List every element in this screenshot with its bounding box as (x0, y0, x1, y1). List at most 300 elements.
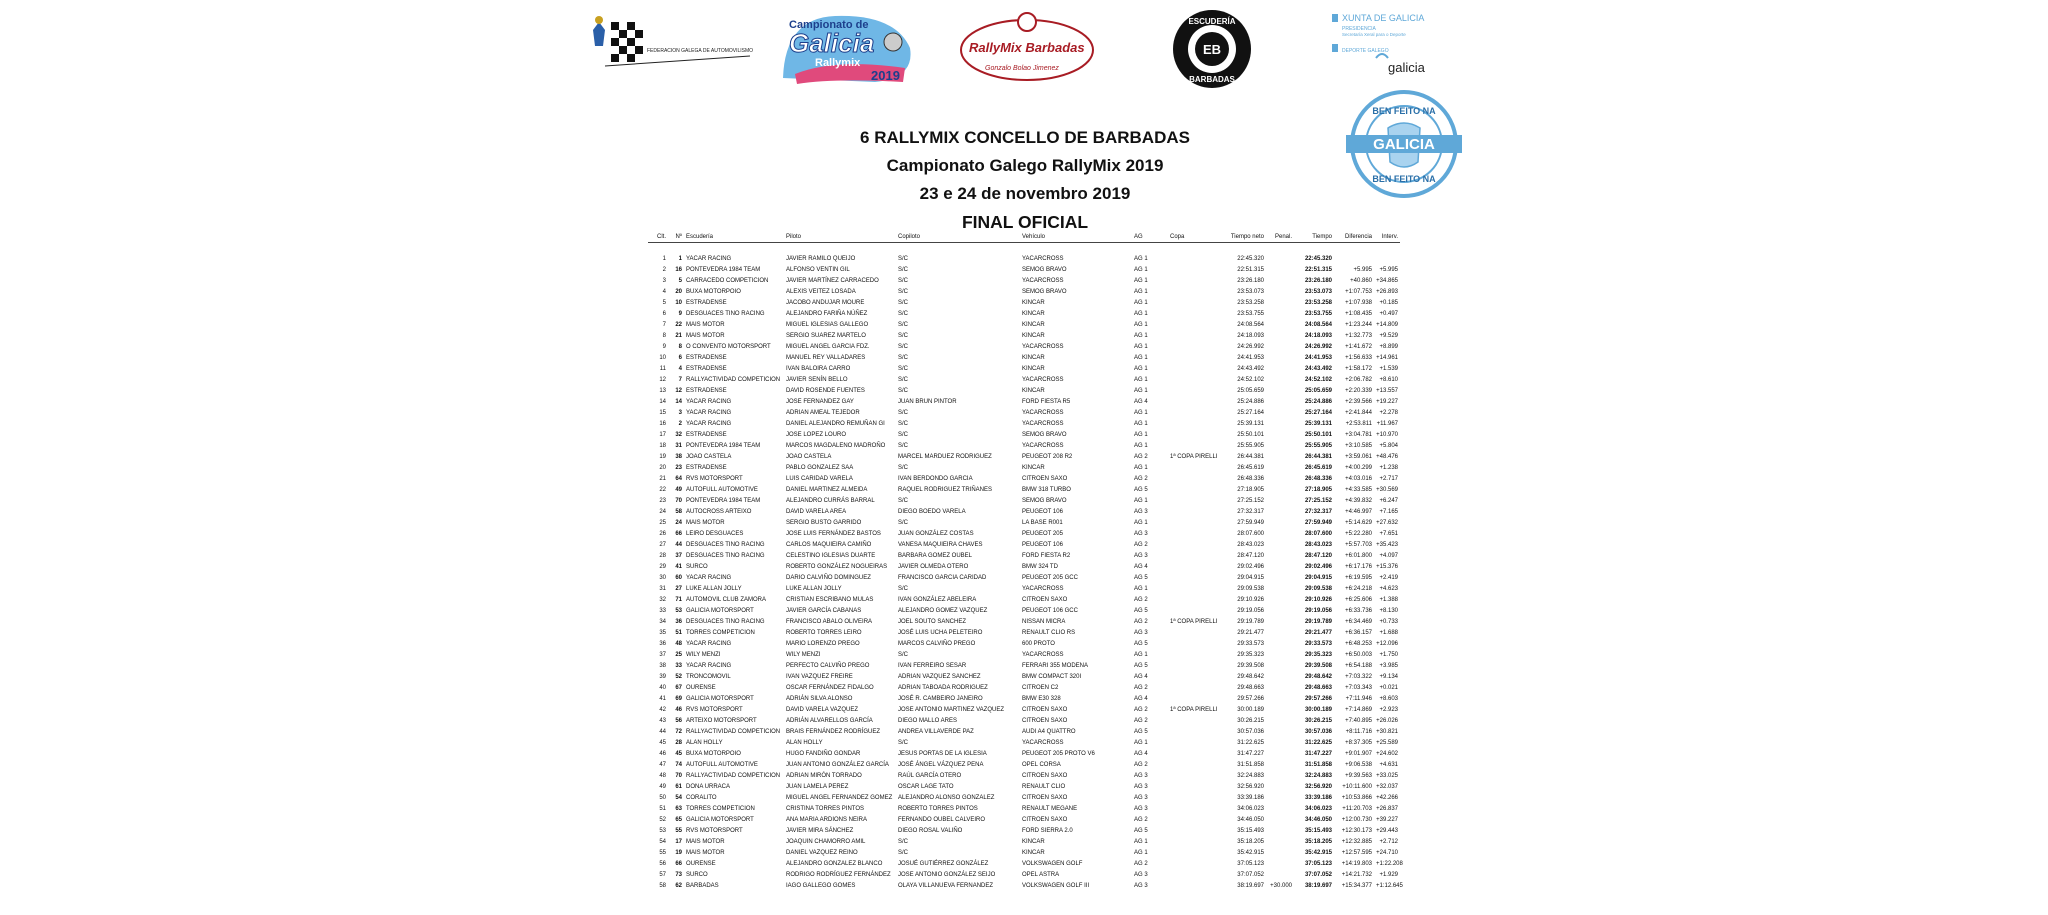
table-row (648, 297, 1400, 308)
cell-diferencia: +15:34.377 (1341, 882, 1372, 889)
cell-dorsal: 53 (675, 607, 682, 614)
cell-interv: +9.529 (1379, 332, 1398, 339)
cell-tiempo-neto: 29:09.538 (1237, 585, 1264, 592)
cell-vehiculo: OPEL ASTRA (1022, 871, 1060, 878)
cell-copa (1168, 341, 1220, 352)
cell-tiempo: 23:53.073 (1304, 288, 1332, 295)
cell-dorsal: 61 (675, 783, 682, 790)
cell-copiloto: JOEL SOUTO SANCHEZ (898, 618, 967, 625)
cell-copiloto: S/C (898, 277, 909, 284)
cell-piloto: CRISTIAN ESCRIBANO MULAS (786, 596, 874, 603)
cell-escuderia: MAIS MOTOR (686, 321, 725, 328)
cell-piloto: OSCAR FERNÁNDEZ FIDALGO (786, 684, 874, 691)
cell-interv: +1:22.208 (1376, 860, 1403, 867)
cell-diferencia: +9:39.563 (1345, 772, 1372, 779)
cell-penal (1266, 660, 1294, 671)
cell-escuderia: PONTEVEDRA 1984 TEAM (686, 442, 761, 449)
table-row (648, 781, 1400, 792)
cell-tiempo: 29:19.056 (1304, 607, 1332, 614)
cell-piloto: ALAN HOLLY (786, 739, 823, 746)
cell-copiloto: S/C (898, 321, 909, 328)
table-row (648, 506, 1400, 517)
cell-diferencia: +11:20.703 (1342, 805, 1372, 812)
cell-tiempo: 24:08.564 (1304, 321, 1332, 328)
cell-tiempo-neto: 25:50.101 (1237, 431, 1264, 438)
cell-dorsal: 37 (675, 552, 682, 559)
cell-clt: 19 (659, 453, 666, 460)
cell-piloto: ADRIÁN SILVA ALONSO (786, 695, 853, 702)
cell-piloto: IVAN BALOIRA CARRO (786, 365, 851, 372)
cell-escuderia: ESTRADENSE (686, 387, 727, 394)
cell-copa (1168, 759, 1220, 770)
cell-ag: AG 4 (1134, 398, 1148, 405)
svg-text:BARBADAS: BARBADAS (1189, 75, 1235, 84)
cell-tiempo: 27:32.317 (1304, 508, 1332, 515)
cell-clt: 38 (659, 662, 666, 669)
cell-tiempo-neto: 25:24.886 (1237, 398, 1264, 405)
cell-copiloto: JOSÉ LUIS UCHA PELETEIRO (898, 629, 983, 636)
cell-escuderia: GALICIA MOTORSPORT (686, 607, 754, 614)
cell-penal (1266, 561, 1294, 572)
cell-copiloto: JAVIER OLMEDA OTERO (898, 563, 969, 570)
cell-penal (1266, 319, 1294, 330)
cell-piloto: ALFONSO VENTIN GIL (786, 266, 850, 273)
cell-piloto: DANIEL MARTINEZ ALMEIDA (786, 486, 868, 493)
cell-copiloto: VANESA MAQUIEIRA CHAVES (898, 541, 983, 548)
cell-copiloto: S/C (898, 739, 909, 746)
table-row (648, 627, 1400, 638)
cell-piloto: JUAN LAMELA PEREZ (786, 783, 849, 790)
cell-ag: AG 5 (1134, 827, 1148, 834)
cell-penal (1266, 352, 1294, 363)
cell-clt: 30 (659, 574, 666, 581)
table-row (648, 374, 1400, 385)
header-logos (585, 8, 1465, 90)
cell-vehiculo: YACARCROSS (1022, 409, 1064, 416)
cell-tiempo: 38:19.697 (1304, 882, 1332, 889)
cell-copiloto: FERNANDO OUBEL CALVEIRO (898, 816, 986, 823)
cell-tiempo: 33:39.186 (1304, 794, 1332, 801)
cell-ag: AG 1 (1134, 849, 1148, 856)
cell-vehiculo: KINCAR (1022, 387, 1045, 394)
cell-interv: +0.733 (1379, 618, 1398, 625)
cell-escuderia: SURCO (686, 563, 708, 570)
table-row (648, 825, 1400, 836)
cell-interv: +24.602 (1376, 750, 1398, 757)
table-row (648, 275, 1400, 286)
cell-penal (1266, 253, 1294, 264)
cell-clt: 10 (659, 354, 666, 361)
cell-escuderia: LEIRO DESGUACES (686, 530, 744, 537)
cell-piloto: RODRIGO RODRÍGUEZ FERNÁNDEZ (786, 871, 891, 878)
table-row (648, 770, 1400, 781)
cell-clt: 40 (659, 684, 666, 691)
cell-tiempo: 24:43.492 (1304, 365, 1332, 372)
cell-tiempo: 25:24.886 (1304, 398, 1332, 405)
cell-penal (1266, 407, 1294, 418)
cell-copa (1168, 814, 1220, 825)
cell-tiempo-neto: 28:47.120 (1237, 552, 1264, 559)
cell-tiempo: 23:26.180 (1304, 277, 1332, 284)
cell-tiempo-neto: 29:57.266 (1237, 695, 1264, 702)
cell-copa (1168, 572, 1220, 583)
cell-penal (1266, 473, 1294, 484)
cell-dorsal: 19 (675, 849, 682, 856)
cell-copiloto: IVAN BERDONDO GARCIA (898, 475, 973, 482)
cell-dorsal: 17 (675, 838, 682, 845)
cell-dorsal: 72 (675, 728, 682, 735)
table-row (648, 440, 1400, 451)
cell-diferencia: +4:46.997 (1345, 508, 1372, 515)
cell-interv: +10.970 (1376, 431, 1398, 438)
cell-interv: +14.809 (1376, 321, 1398, 328)
cell-escuderia: TRONCOMOVIL (686, 673, 731, 680)
cell-tiempo: 25:39.131 (1304, 420, 1332, 427)
cell-copiloto: S/C (898, 849, 909, 856)
escuderia-barbadas-logo-icon (1171, 8, 1253, 90)
cell-dorsal: 48 (675, 640, 682, 647)
header-dorsal: Nº (668, 232, 684, 243)
cell-penal (1266, 583, 1294, 594)
cell-copiloto: JUAN BRUN PINTOR (898, 398, 957, 405)
cell-diferencia: +10:53.866 (1341, 794, 1372, 801)
cell-tiempo: 37:07.052 (1304, 871, 1332, 878)
cell-diferencia: +5:14.629 (1345, 519, 1372, 526)
cell-escuderia: YACAR RACING (686, 398, 732, 405)
cell-vehiculo: CITROEN SAXO (1022, 596, 1068, 603)
cell-diferencia: +6:36.157 (1345, 629, 1372, 636)
table-row (648, 308, 1400, 319)
cell-tiempo: 30:00.189 (1304, 706, 1332, 713)
cell-copa (1168, 319, 1220, 330)
cell-clt: 34 (659, 618, 666, 625)
cell-piloto: IAGO GALLEGO GOMES (786, 882, 856, 889)
federacion-galega-logo-icon (585, 8, 755, 74)
cell-tiempo-neto: 29:48.642 (1237, 673, 1264, 680)
cell-tiempo-neto: 30:57.036 (1237, 728, 1264, 735)
cell-vehiculo: YACARCROSS (1022, 277, 1064, 284)
cell-tiempo: 29:48.663 (1304, 684, 1332, 691)
cell-ag: AG 2 (1134, 816, 1148, 823)
cell-ag: AG 5 (1134, 728, 1148, 735)
cell-copa (1168, 363, 1220, 374)
cell-tiempo: 29:02.496 (1304, 563, 1332, 570)
cell-dorsal: 32 (675, 431, 682, 438)
cell-tiempo-neto: 23:26.180 (1237, 277, 1264, 284)
cell-penal (1266, 781, 1294, 792)
cell-tiempo-neto: 28:43.023 (1237, 541, 1264, 548)
cell-interv: +30.569 (1376, 486, 1398, 493)
cell-clt: 24 (659, 508, 666, 515)
svg-text:2019: 2019 (871, 68, 900, 83)
cell-diferencia: +1:32.773 (1345, 332, 1372, 339)
cell-vehiculo: BMW COMPACT 320I (1022, 673, 1082, 680)
cell-tiempo: 35:18.205 (1304, 838, 1332, 845)
cell-penal (1266, 605, 1294, 616)
cell-tiempo-neto: 29:10.926 (1237, 596, 1264, 603)
cell-vehiculo: YACARCROSS (1022, 343, 1064, 350)
cell-penal (1266, 330, 1294, 341)
cell-penal (1266, 396, 1294, 407)
cell-ag: AG 3 (1134, 871, 1148, 878)
cell-copiloto: S/C (898, 332, 909, 339)
cell-penal (1266, 484, 1294, 495)
cell-vehiculo: FORD SIERRA 2.0 (1022, 827, 1073, 834)
cell-ag: AG 2 (1134, 684, 1148, 691)
cell-tiempo: 31:47.227 (1304, 750, 1332, 757)
cell-diferencia: +7:11.946 (1345, 695, 1372, 702)
cell-piloto: IVAN VAZQUEZ FREIRE (786, 673, 853, 680)
cell-copiloto: JESUS PORTAS DE LA IGLESIA (898, 750, 987, 757)
cell-diferencia: +10:11.600 (1342, 783, 1372, 790)
cell-escuderia: DESGUACES TINO RACING (686, 310, 765, 317)
cell-diferencia: +3:04.781 (1345, 431, 1372, 438)
cell-piloto: DARIO CALVIÑO DOMINGUEZ (786, 574, 871, 581)
cell-penal (1266, 748, 1294, 759)
cell-copiloto: DIEGO MALLO ARES (898, 717, 958, 724)
cell-vehiculo: CITROEN SAXO (1022, 717, 1068, 724)
cell-ag: AG 3 (1134, 772, 1148, 779)
cell-vehiculo: SEMOG BRAVO (1022, 288, 1067, 295)
svg-text:EB: EB (1202, 42, 1222, 57)
cell-clt: 7 (662, 321, 666, 328)
cell-penal (1266, 506, 1294, 517)
cell-tiempo-neto: 25:27.164 (1237, 409, 1264, 416)
cell-interv: +8.899 (1379, 343, 1398, 350)
cell-ag: AG 2 (1134, 706, 1148, 713)
cell-diferencia (1334, 253, 1374, 264)
cell-escuderia: RALLYACTIVIDAD COMPETICION (686, 772, 781, 779)
cell-piloto: JAVIER SENÍN BELLO (786, 376, 848, 383)
svg-text:Galicia: Galicia (789, 28, 875, 58)
svg-text:DEPORTE GALEGO: DEPORTE GALEGO (1342, 48, 1389, 54)
table-row (648, 704, 1400, 715)
cell-tiempo-neto: 24:52.102 (1237, 376, 1264, 383)
cell-clt: 29 (659, 563, 666, 570)
cell-piloto: FRANCISCO ABALO OLIVEIRA (786, 618, 873, 625)
cell-tiempo-neto: 24:08.564 (1237, 321, 1264, 328)
cell-ag: AG 3 (1134, 508, 1148, 515)
cell-interv: +35.423 (1376, 541, 1398, 548)
cell-ag: AG 5 (1134, 574, 1148, 581)
svg-text:galicia: galicia (1388, 60, 1425, 75)
table-row (648, 550, 1400, 561)
cell-vehiculo: YACARCROSS (1022, 255, 1064, 262)
cell-penal (1266, 264, 1294, 275)
cell-escuderia: CORALITO (686, 794, 717, 801)
cell-escuderia: DESGUACES TINO RACING (686, 618, 765, 625)
cell-dorsal: 49 (675, 486, 682, 493)
cell-copiloto: S/C (898, 255, 909, 262)
cell-copiloto: S/C (898, 420, 909, 427)
cell-dorsal: 44 (675, 541, 682, 548)
cell-tiempo: 22:51.315 (1304, 266, 1332, 273)
cell-diferencia: +1:07.753 (1345, 288, 1372, 295)
cell-interv: +7.165 (1379, 508, 1398, 515)
cell-interv: +1.539 (1379, 365, 1398, 372)
cell-copiloto: S/C (898, 442, 909, 449)
cell-dorsal: 9 (678, 310, 682, 317)
cell-tiempo-neto: 33:39.186 (1237, 794, 1264, 801)
cell-dorsal: 67 (675, 684, 682, 691)
cell-tiempo-neto: 35:42.915 (1237, 849, 1264, 856)
cell-tiempo-neto: 31:51.858 (1237, 761, 1264, 768)
cell-tiempo: 22:45.320 (1304, 255, 1332, 262)
cell-piloto: MIGUEL IGLESIAS GALLEGO (786, 321, 869, 328)
cell-vehiculo: YACARCROSS (1022, 442, 1064, 449)
cell-ag: AG 1 (1134, 321, 1148, 328)
cell-escuderia: YACAR RACING (686, 255, 732, 262)
cell-interv: +1:12.645 (1376, 882, 1403, 889)
cell-copa (1168, 792, 1220, 803)
cell-copa (1168, 275, 1220, 286)
cell-diferencia: +7:03.343 (1345, 684, 1372, 691)
cell-escuderia: DESGUACES TINO RACING (686, 552, 765, 559)
table-row (648, 803, 1400, 814)
cell-ag: AG 1 (1134, 420, 1148, 427)
cell-copa (1168, 649, 1220, 660)
cell-penal (1266, 429, 1294, 440)
cell-tiempo: 25:50.101 (1304, 431, 1332, 438)
cell-ag: AG 1 (1134, 739, 1148, 746)
cell-tiempo-neto: 24:43.492 (1237, 365, 1264, 372)
table-row (648, 693, 1400, 704)
cell-escuderia: JOAO CASTELA (686, 453, 732, 460)
header-copa: Copa (1168, 232, 1220, 243)
cell-penal (1266, 638, 1294, 649)
cell-piloto: JOSE LUIS FERNÁNDEZ BASTOS (786, 530, 881, 537)
cell-vehiculo: BMW 318 TURBO (1022, 486, 1071, 493)
cell-clt: 3 (662, 277, 666, 284)
table-row (648, 462, 1400, 473)
cell-dorsal: 3 (678, 409, 682, 416)
cell-penal (1266, 297, 1294, 308)
cell-interv: +1.388 (1379, 596, 1398, 603)
cell-clt: 18 (659, 442, 666, 449)
cell-tiempo-neto: 26:44.381 (1237, 453, 1264, 460)
cell-piloto: ANA MARIA ARDIONS NEIRA (786, 816, 868, 823)
cell-diferencia: +4:33.585 (1345, 486, 1372, 493)
cell-vehiculo: KINCAR (1022, 849, 1045, 856)
table-row (648, 451, 1400, 462)
cell-diferencia: +2:53.811 (1345, 420, 1372, 427)
cell-copiloto: ANDREA VILLAVERDE PAZ (898, 728, 974, 735)
cell-clt: 28 (659, 552, 666, 559)
cell-diferencia: +14:19.803 (1341, 860, 1372, 867)
cell-dorsal: 55 (675, 827, 682, 834)
cell-copiloto: S/C (898, 519, 909, 526)
cell-tiempo-neto: 23:53.073 (1237, 288, 1264, 295)
cell-dorsal: 7 (678, 376, 682, 383)
header-tiempo: Tiempo (1294, 232, 1334, 243)
campionato-rallymix-logo-icon (775, 8, 920, 88)
cell-penal (1266, 836, 1294, 847)
table-row (648, 429, 1400, 440)
cell-copa (1168, 594, 1220, 605)
cell-vehiculo: FORD FIESTA R5 (1022, 398, 1071, 405)
cell-clt: 2 (662, 266, 666, 273)
cell-tiempo: 28:07.600 (1304, 530, 1332, 537)
cell-vehiculo: PEUGEOT 106 (1022, 508, 1063, 515)
cell-vehiculo: VOLKSWAGEN GOLF (1022, 860, 1083, 867)
cell-tiempo: 29:57.266 (1304, 695, 1332, 702)
cell-ag: AG 1 (1134, 838, 1148, 845)
cell-copiloto: ADRIAN VAZQUEZ SANCHEZ (898, 673, 981, 680)
cell-escuderia: MAIS MOTOR (686, 519, 725, 526)
cell-copa (1168, 561, 1220, 572)
cell-clt: 47 (659, 761, 666, 768)
cell-clt: 46 (659, 750, 666, 757)
table-row (648, 792, 1400, 803)
cell-tiempo-neto: 37:05.123 (1237, 860, 1264, 867)
cell-copiloto: RAÚL GARCÍA OTERO (898, 772, 962, 779)
cell-ag: AG 2 (1134, 541, 1148, 548)
cell-piloto: CRISTINA TORRES PINTOS (786, 805, 865, 812)
table-row (648, 583, 1400, 594)
cell-vehiculo: KINCAR (1022, 321, 1045, 328)
cell-copiloto: IVAN FERREIRO SESAR (898, 662, 967, 669)
cell-piloto: ROBERTO GONZÁLEZ NOGUEIRAS (786, 563, 888, 570)
table-row (648, 616, 1400, 627)
cell-tiempo: 31:22.625 (1304, 739, 1332, 746)
cell-ag: AG 2 (1134, 475, 1148, 482)
cell-copiloto: DIEGO ROSAL VALIÑO (898, 827, 963, 834)
cell-penal (1266, 803, 1294, 814)
table-row (648, 880, 1400, 891)
cell-ag: AG 1 (1134, 332, 1148, 339)
cell-piloto: ADRIAN AMEAL TEJEDOR (786, 409, 860, 416)
cell-copa (1168, 836, 1220, 847)
cell-copa (1168, 286, 1220, 297)
header-diferencia: Diferencia (1334, 232, 1374, 243)
cell-interv: +29.443 (1376, 827, 1398, 834)
cell-tiempo: 29:09.538 (1304, 585, 1332, 592)
cell-copiloto: S/C (898, 497, 909, 504)
cell-clt: 51 (659, 805, 666, 812)
cell-clt: 31 (659, 585, 666, 592)
svg-text:Secretaría Xeral para o Deport: Secretaría Xeral para o Deporte (1342, 32, 1406, 37)
table-row (648, 715, 1400, 726)
cell-clt: 26 (659, 530, 666, 537)
cell-piloto: MARIO LORENZO PREGO (786, 640, 860, 647)
cell-clt: 1 (662, 255, 666, 262)
cell-ag: AG 1 (1134, 288, 1148, 295)
cell-copa (1168, 715, 1220, 726)
cell-piloto: ALEJANDRO FARIÑA NÚÑEZ (786, 310, 868, 317)
cell-copiloto: JOSÉ ÁNGEL VÁZQUEZ PENA (898, 761, 984, 768)
cell-tiempo: 25:55.905 (1304, 442, 1332, 449)
cell-clt: 37 (659, 651, 666, 658)
cell-tiempo: 29:33.573 (1304, 640, 1332, 647)
cell-vehiculo: FERRARI 355 MODENA (1022, 662, 1089, 669)
cell-penal (1266, 715, 1294, 726)
cell-escuderia: YACAR RACING (686, 574, 732, 581)
cell-copa (1168, 506, 1220, 517)
cell-diferencia: +1:07.938 (1345, 299, 1372, 306)
cell-tiempo: 28:43.023 (1304, 541, 1332, 548)
table-row (648, 264, 1400, 275)
cell-penal (1266, 792, 1294, 803)
cell-dorsal: 70 (675, 497, 682, 504)
cell-vehiculo: KINCAR (1022, 365, 1045, 372)
cell-tiempo-neto: 32:24.883 (1237, 772, 1264, 779)
cell-ag: AG 1 (1134, 442, 1148, 449)
cell-interv: +8.130 (1379, 607, 1398, 614)
cell-dorsal: 22 (675, 321, 682, 328)
cell-penal (1266, 825, 1294, 836)
table-row (648, 858, 1400, 869)
cell-interv: +19.227 (1376, 398, 1398, 405)
